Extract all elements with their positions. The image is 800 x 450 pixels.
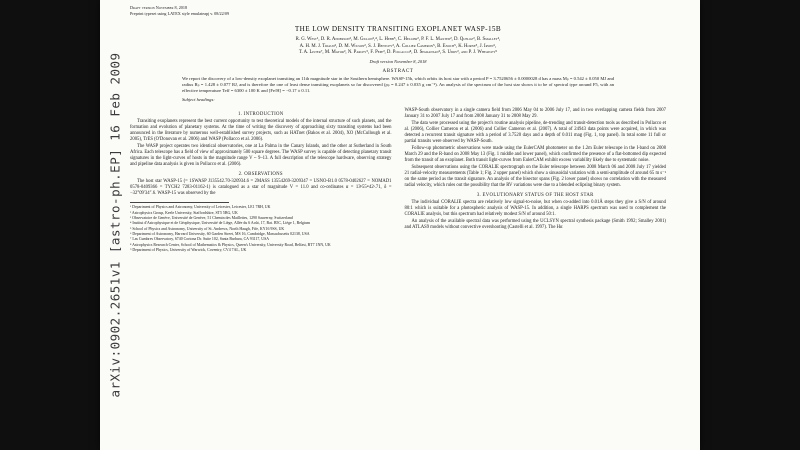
section-heading-introduction: 1. INTRODUCTION bbox=[237, 111, 284, 117]
column-left bbox=[130, 108, 392, 254]
footnote-divider bbox=[130, 202, 229, 203]
author-line-3: T. A. Lister⁷, M. Mayor³, N. Parley⁵, F. Pepe³, D. Pollacco⁸, D. Segransan³, S. Udry³, and P. J. Wheatley⁹ bbox=[298, 49, 498, 55]
paper-page bbox=[100, 0, 700, 450]
host-star-paragraph-1: The individual CORALIE spectra are relatively low signal-to-noise, but when co-added into 0.01Å steps they give a S/N of around 80:1 which is suitable for a photospheric analysis of WASP-15. In addition, a single HARPS spectrum was used to complement the CORALIE analysis, but this spectrum had relatively modest S/N of around 50:1. bbox=[404, 200, 666, 218]
subject-headings bbox=[182, 97, 614, 102]
abstract-heading: ABSTRACT bbox=[382, 69, 414, 75]
paper-title: THE LOW DENSITY TRANSITING EXOPLANET WASP-15B bbox=[294, 25, 502, 34]
host-star-paragraph-2: An analysis of the available spectral data was performed using the UCLSYN spectral synthesis package (Smith 1992; Smalley 2001) and ATLAS9 models without convective overshooting (Castelli et al. 1997). The Hα bbox=[404, 219, 666, 231]
section-heading-evolutionary-status: 3. EVOLUTIONARY STATUS OF THE HOST STAR bbox=[476, 193, 594, 199]
footnote-2: ² Astrophysics Group, Keele University, Staffordshire, ST5 5BG, UK bbox=[130, 210, 238, 215]
footnote-5: ⁵ School of Physics and Astronomy, University of St. Andrews, North Haugh, Fife, KY16 9SS, UK bbox=[130, 226, 285, 231]
two-column-body bbox=[130, 108, 666, 254]
section-heading-observations: 2. OBSERVATIONS bbox=[238, 172, 283, 178]
paper-content bbox=[130, 5, 666, 254]
author-line-1: R. G. West¹, D. R. Anderson², M. Gillon³,⁴, L. Hebb⁵, C. Hellier², P. F. L. Maxted², D. Queloz³, B. Smalley², bbox=[295, 37, 501, 43]
author-list bbox=[130, 37, 666, 56]
observations-paragraph-4: Subsequent observations using the CORALIE spectrograph on the Euler telescope between 2008 March 06 and 2008 July 17 yielded 21 radial-velocity measurements (Table 1; Fig. 2 upper panel) which show a sinusoidal variation with a semi-amplitude of around 65 m s⁻¹ on the same period as the transit signature. An analysis of the bisector spans (Fig. 2 lower panel) shows no correlation with the measured radial velocity, which rules out the possibility that the RV variations were due to a blended eclipsing binary system. bbox=[404, 165, 666, 189]
observations-paragraph-2: The data were processed using the project's routine analysis pipeline, de-trending and transit-detection tools as described in Pollacco et al. (2006), Collier Cameron et al. (2006) and Collier Cameron et al. (2007). A total of 24943 data points were acquired, in which was detected a recurrent transit signature with a period of 3.7520 days and a depth of 0.011 mag (Fig. 1, top panel). In total some 11 full or partial transits were observed by WASP-South. bbox=[404, 120, 666, 145]
author-line-2: A. H. M. J. Triaud³, D. M. Wilson², S. J. Bentley², A. Collier Cameron⁵, B. Enoch⁵, K. Horne⁵, J. Irwin⁶, bbox=[299, 43, 497, 49]
subject-headings-label: Subject headings: bbox=[182, 96, 215, 102]
draft-version-line: Draft version November 8, 2018 bbox=[130, 5, 188, 10]
observations-paragraph-continuation: WASP-South observatory in a single camera field from 2006 May 04 to 2006 July 17, and in two overlapping camera fields from 2007 January 31 to 2007 July 17 and from 2008 January 31 to 2008 May 29. bbox=[404, 107, 666, 119]
observations-paragraph-3: Follow-up photometric observations were made using the EulerCAM photometer on the 1.2m Euler telescope in the I-band on 2008 March 29 and the R-band on 2008 May 13 (Fig. 1 middle and lower panel), which confirmed the presence of a flat-bottomed dip expected from the transit of an exoplanet. Both transit light-curves from EulerCAM exhibit excess variability likely due to systematic noise. bbox=[404, 146, 666, 164]
footnote-1: ¹ Department of Physics and Astronomy, University of Leicester, Leicester, LE1 7RH, UK bbox=[130, 205, 271, 210]
intro-paragraph-2: The WASP project operates two identical observatories, one at La Palma in the Canary Islands, and the other at Sutherland in South Africa. Each telescope has a field of view of approximately 500 square degrees. The WASP survey is capable of detecting planetary transit signatures in the light-curves of hosts in the magnitude range V ~ 9–13. A full description of the telescope hardware, observing strategy and pipeline data analysis is given in Pollacco et al. (2006). bbox=[130, 144, 392, 168]
footnote-9: ⁹ Department of Physics, University of Warwick, Coventry, CV4 7AL, UK bbox=[130, 248, 247, 253]
footnote-6: ⁶ Department of Astronomy, Harvard University, 60 Garden Street, MS 16, Cambridge, Massachusetts 02138, USA bbox=[130, 232, 310, 236]
intro-paragraph-1: Transiting exoplanets represent the best current opportunity to test theoretical models of the internal structure of such planets, and the formation and evolution of planetary systems. At the time of writing the discovery of approaching sixty transiting systems had been announced in the literature by numerous well-established survey projects, such as HATnet (Bakos et al. 2004), XO (McCullough et al. 2005), TrES (O'Donovan et al. 2006) and WASP (Pollacco et al. 2006). bbox=[130, 118, 392, 142]
footnote-block bbox=[130, 205, 392, 253]
draft-note: Draft version November 8, 2018 bbox=[369, 59, 427, 65]
footnote-3: ³ Observatoire de Genève, Université de Genève, 51 Chemin des Maillettes, 1290 Sauverny, Switzerland bbox=[130, 215, 293, 220]
arxiv-identifier: arXiv:0902.2651v1 [astro-ph.EP] 16 Feb 2009 bbox=[107, 52, 123, 398]
footnote-8: ⁸ Astrophysics Research Center, School of Mathematics & Physics, Queen's University, University Road, Belfast, BT7 1NN, UK bbox=[130, 242, 331, 247]
arxiv-stamp-column bbox=[100, 0, 130, 450]
footnote-4: ⁴ Institut d'Astrophysique et de Géophysique, Université de Liège, Allée du 6 Août, 17, Bat. B5C, Liège 1, Belgium bbox=[130, 221, 311, 226]
preprint-header bbox=[130, 5, 666, 16]
abstract-text: We report the discovery of a low-density exoplanet transiting an 11th magnitude star in the Southern hemisphere. WASP-15b, which orbits its host star with a period P = 3.7520656 ± 0.0000028 d has a mass Mₚ = 0.542 ± 0.050 MJ and radius Rₚ = 1.428 ± 0.077 RJ, and is therefore the one of least dense transiting exoplanets so far discovered (ρₚ = 0.247 ± 0.035 g cm⁻³). An analysis of the spectrum of the host star shows it to be of spectral type around F5, with an effective temperature Teff = 6300 ± 100 K and [Fe/H] = −0.17 ± 0.11. bbox=[182, 76, 614, 93]
footnote-7: ⁷ Las Cumbres Observatory, 6740 Cortona Dr. Suite 102, Santa Barbara, CA 93117, USA bbox=[130, 237, 270, 242]
preprint-typeset-line: Preprint typeset using LATEX style emulateapj v. 08/22/09 bbox=[130, 10, 230, 16]
column-right bbox=[405, 108, 667, 254]
observations-paragraph-1: The host star WASP-15 (= 1SWASP J135542.70-320934.6 = 2MASS 13554269-3209347 = USNO-B1.0 0578-0402627 = NOMAD1 0578-0409366 = TYCH2 7283-01162-1) is catalogued as a star of magnitude V = 11.0 and co-ordinates α = 13ʰ55ᵐ42ˢ.71, δ = −32°09′34″.6. WASP-15 was observed by the bbox=[130, 179, 392, 197]
